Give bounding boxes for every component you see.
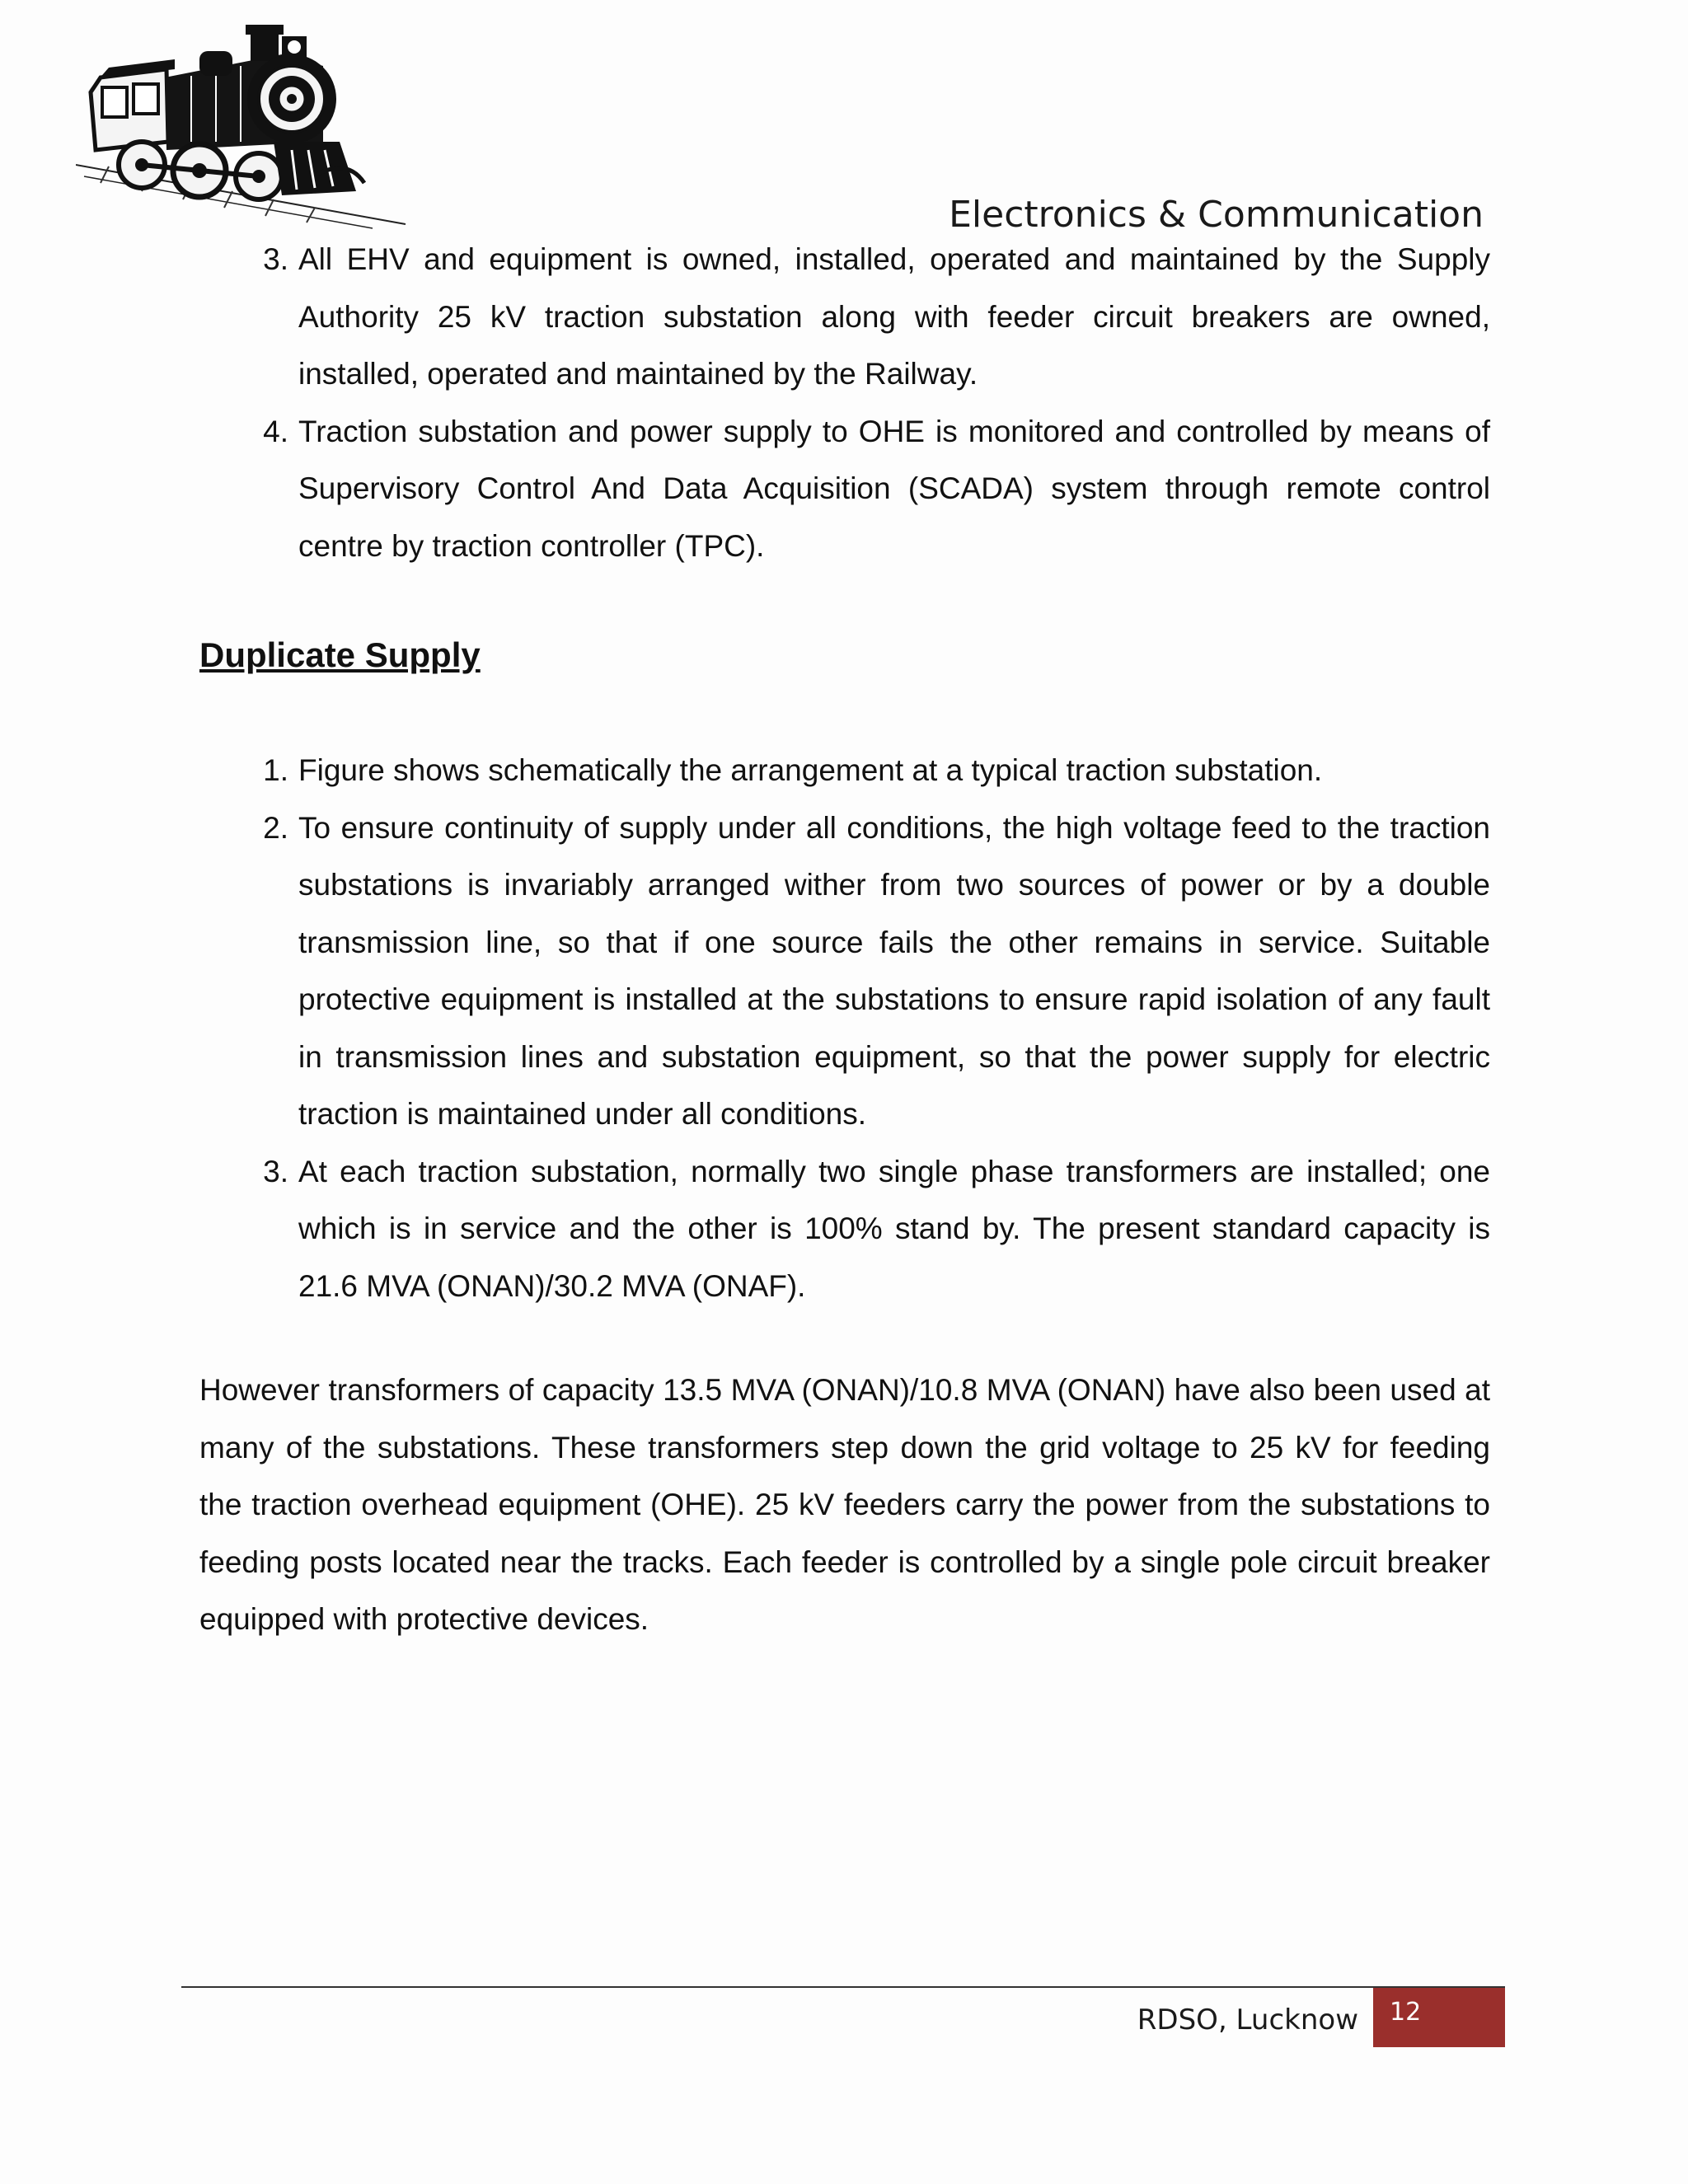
body-paragraph: However transformers of capacity 13.5 MVA (ONAN)/10.8 MVA (ONAN) have also been used at many of the substations. These transformers step down the grid voltage to 25 kV for feeding the traction overhead equipment (OHE). 25 kV feeders carry the power from the substations to feeding posts located near the tracks. Each feeder is controlled by a single pole circuit breaker equipped with protective devices. [199,1373,1490,1636]
list-item-number: 4. [263,414,288,448]
list-item [199,231,1490,403]
section-heading: Duplicate Supply [199,635,481,674]
list-item-text: Figure shows schematically the arrangement at a typical traction substation. [298,753,1323,787]
continued-list [199,231,1490,574]
list-item [199,799,1490,1143]
page-header-title: Electronics & Communication [949,194,1484,236]
steam-locomotive-icon [76,18,414,232]
duplicate-supply-list [199,742,1490,1315]
footer-organization: RDSO, Lucknow [1137,2004,1358,2036]
list-item-number: 2. [263,810,288,845]
list-item-text: To ensure continuity of supply under all conditions, the high voltage feed to the traction substations is invariably arranged wither from two sources of power or by a double transmission line, so that if one source fails the other remains in service. Suitable protective equipment is installed at the substations to ensure rapid isolation of any fault in transmission lines and substation equipment, so that the power supply for electric traction is maintained under all conditions. [298,810,1490,1131]
list-item [199,1143,1490,1315]
list-item-text: All EHV and equipment is owned, installed, operated and maintained by the Supply Authority 25 kV traction substation along with feeder circuit breakers are owned, installed, operated and maintained by the Railway. [298,242,1490,391]
list-item-text: Traction substation and power supply to OHE is monitored and controlled by means of Supervisory Control And Data Acquisition (SCADA) system through remote control centre by traction controller (TPC). [298,414,1490,563]
page-number-badge: 12 [1373,1988,1505,2047]
list-item [199,742,1490,799]
list-item-number: 1. [263,753,288,787]
list-item-text: At each traction substation, normally two single phase transformers are installed; one which is in service and the other is 100% stand by. The present standard capacity is 21.6 MVA (ONAN)/30.2 MVA (ONAF). [298,1154,1490,1303]
footer-divider [181,1986,1505,1988]
list-item-number: 3. [263,242,288,276]
list-item-number: 3. [263,1154,288,1188]
list-item [199,403,1490,575]
